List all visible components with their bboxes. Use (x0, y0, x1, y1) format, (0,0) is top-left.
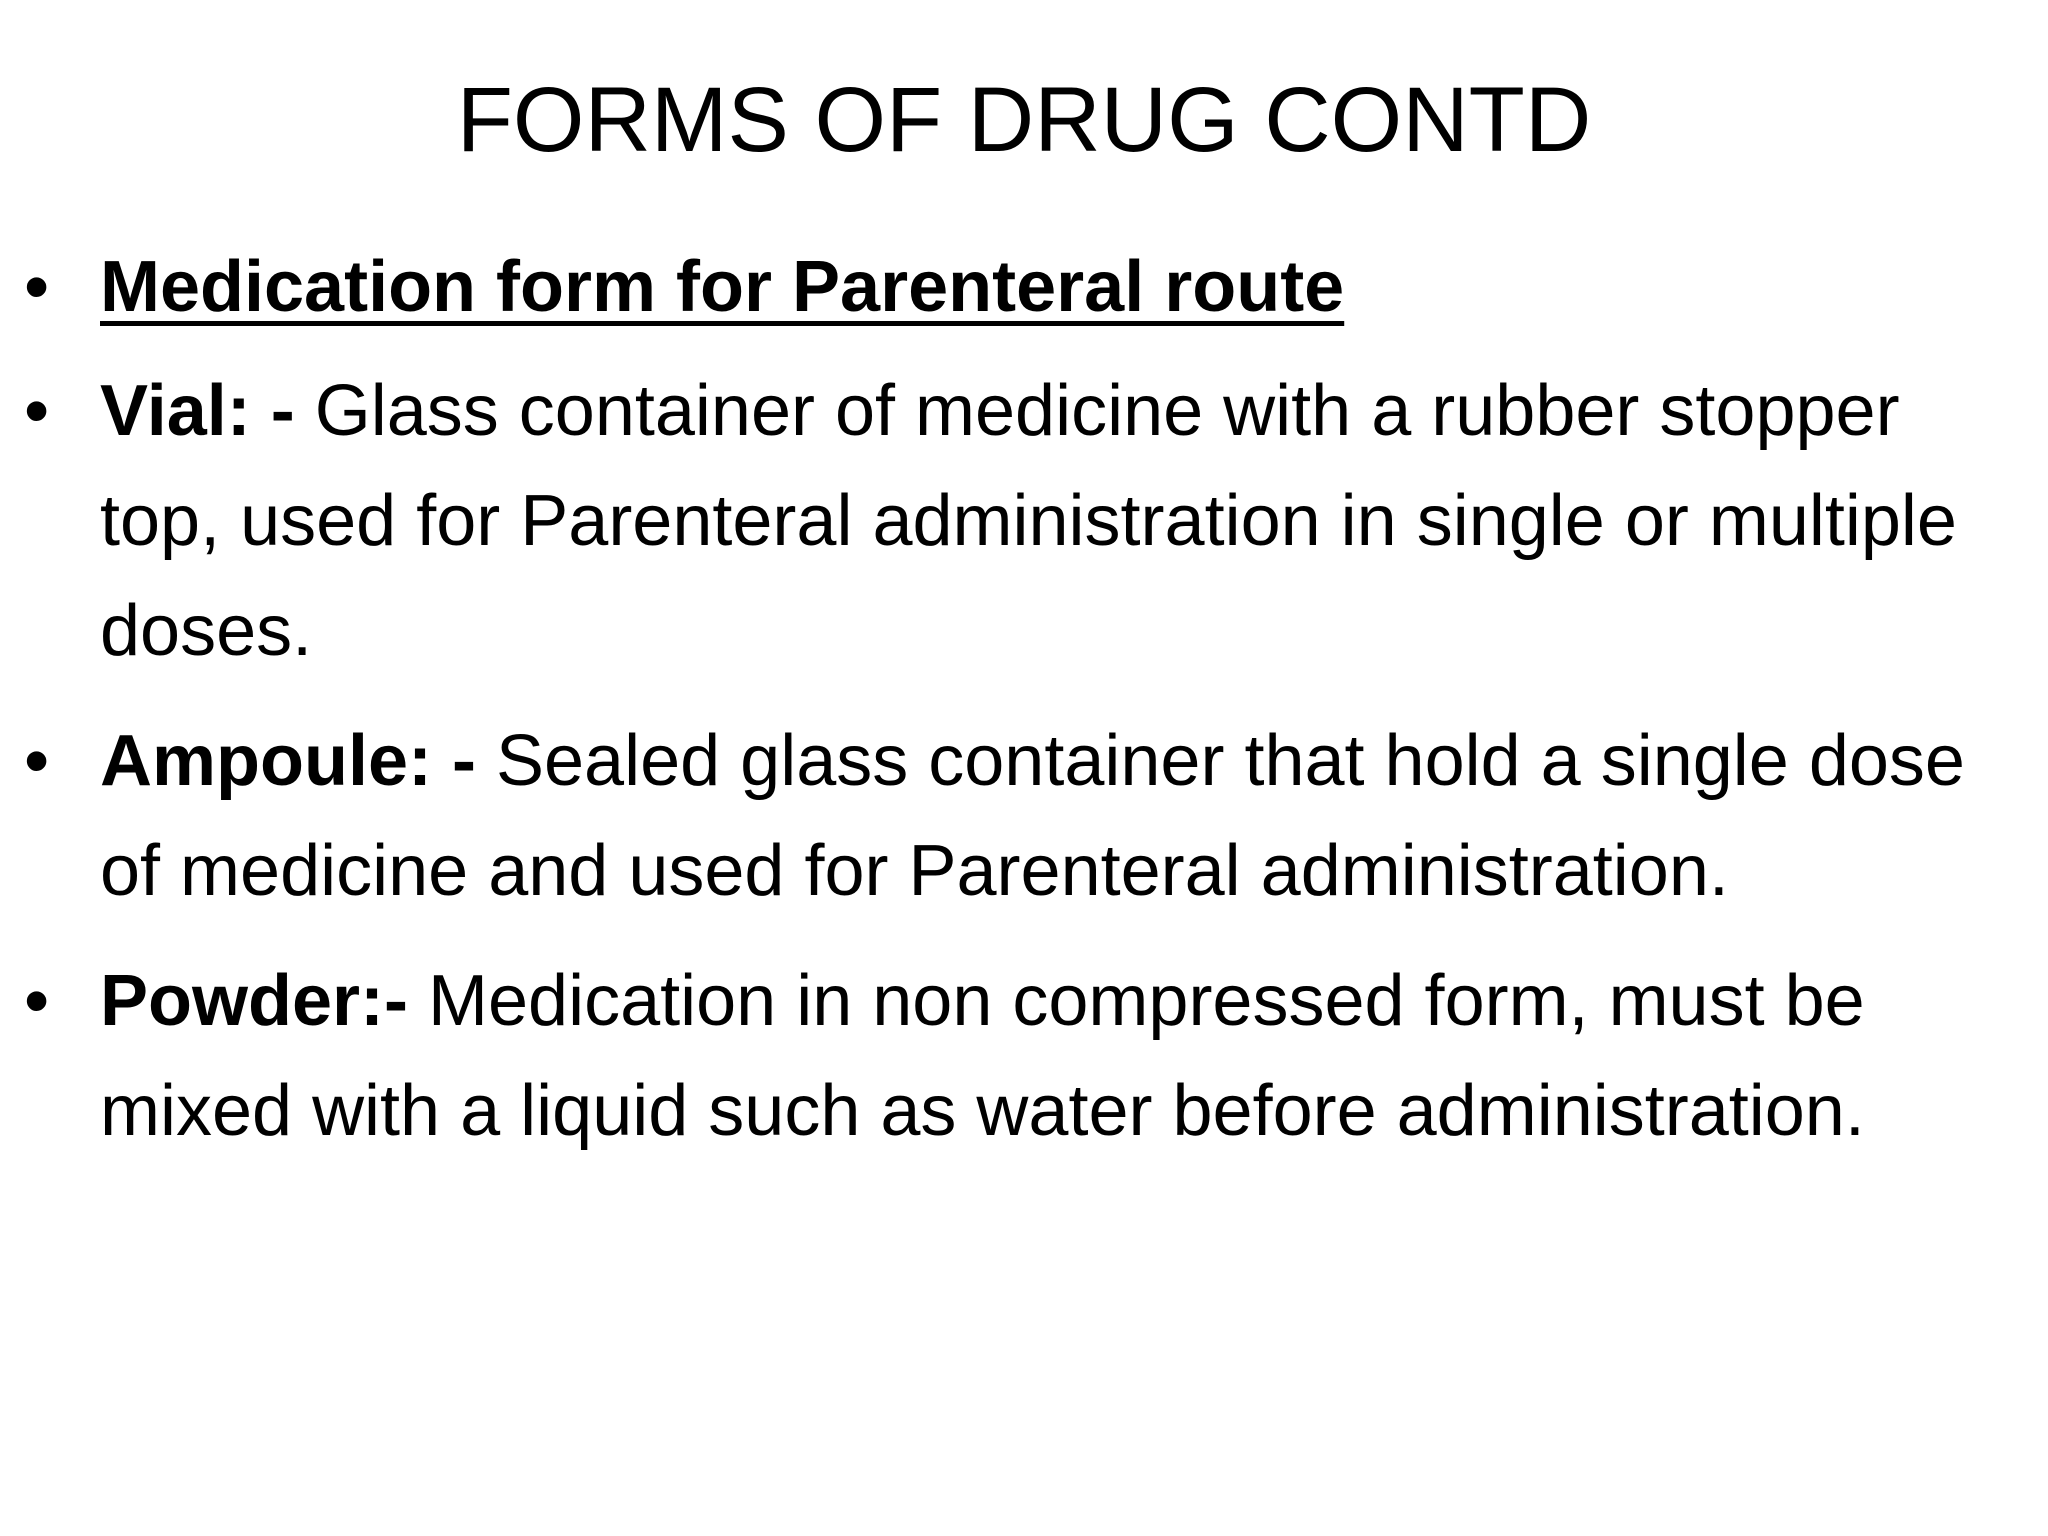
definition-vial: Glass container of medicine with a rubber stopper top, used for Parenteral administration in single or multiple doses. (100, 371, 1957, 671)
term-ampoule: Ampoule: - (100, 721, 476, 801)
bullet-icon: • (24, 371, 50, 451)
term-powder: Powder:- (100, 961, 409, 1041)
term-vial: Vial: - (100, 371, 295, 451)
section-heading: Medication form for Parenteral route (100, 247, 1345, 327)
bullet-item-ampoule (24, 706, 2024, 926)
bullet-item-heading (24, 232, 2024, 342)
bullet-item-vial (24, 356, 2024, 686)
bullet-icon: • (24, 721, 50, 801)
bullet-list (24, 232, 2024, 1186)
bullet-icon: • (24, 961, 50, 1041)
slide-title: FORMS OF DRUG CONTD (456, 69, 1592, 171)
definition-ampoule: Sealed glass container that hold a single dose of medicine and used for Parenteral administration. (100, 721, 1965, 911)
bullet-item-powder (24, 946, 2024, 1166)
definition-powder: Medication in non compressed form, must be mixed with a liquid such as water before administration. (100, 961, 1865, 1151)
bullet-icon: • (24, 247, 50, 327)
